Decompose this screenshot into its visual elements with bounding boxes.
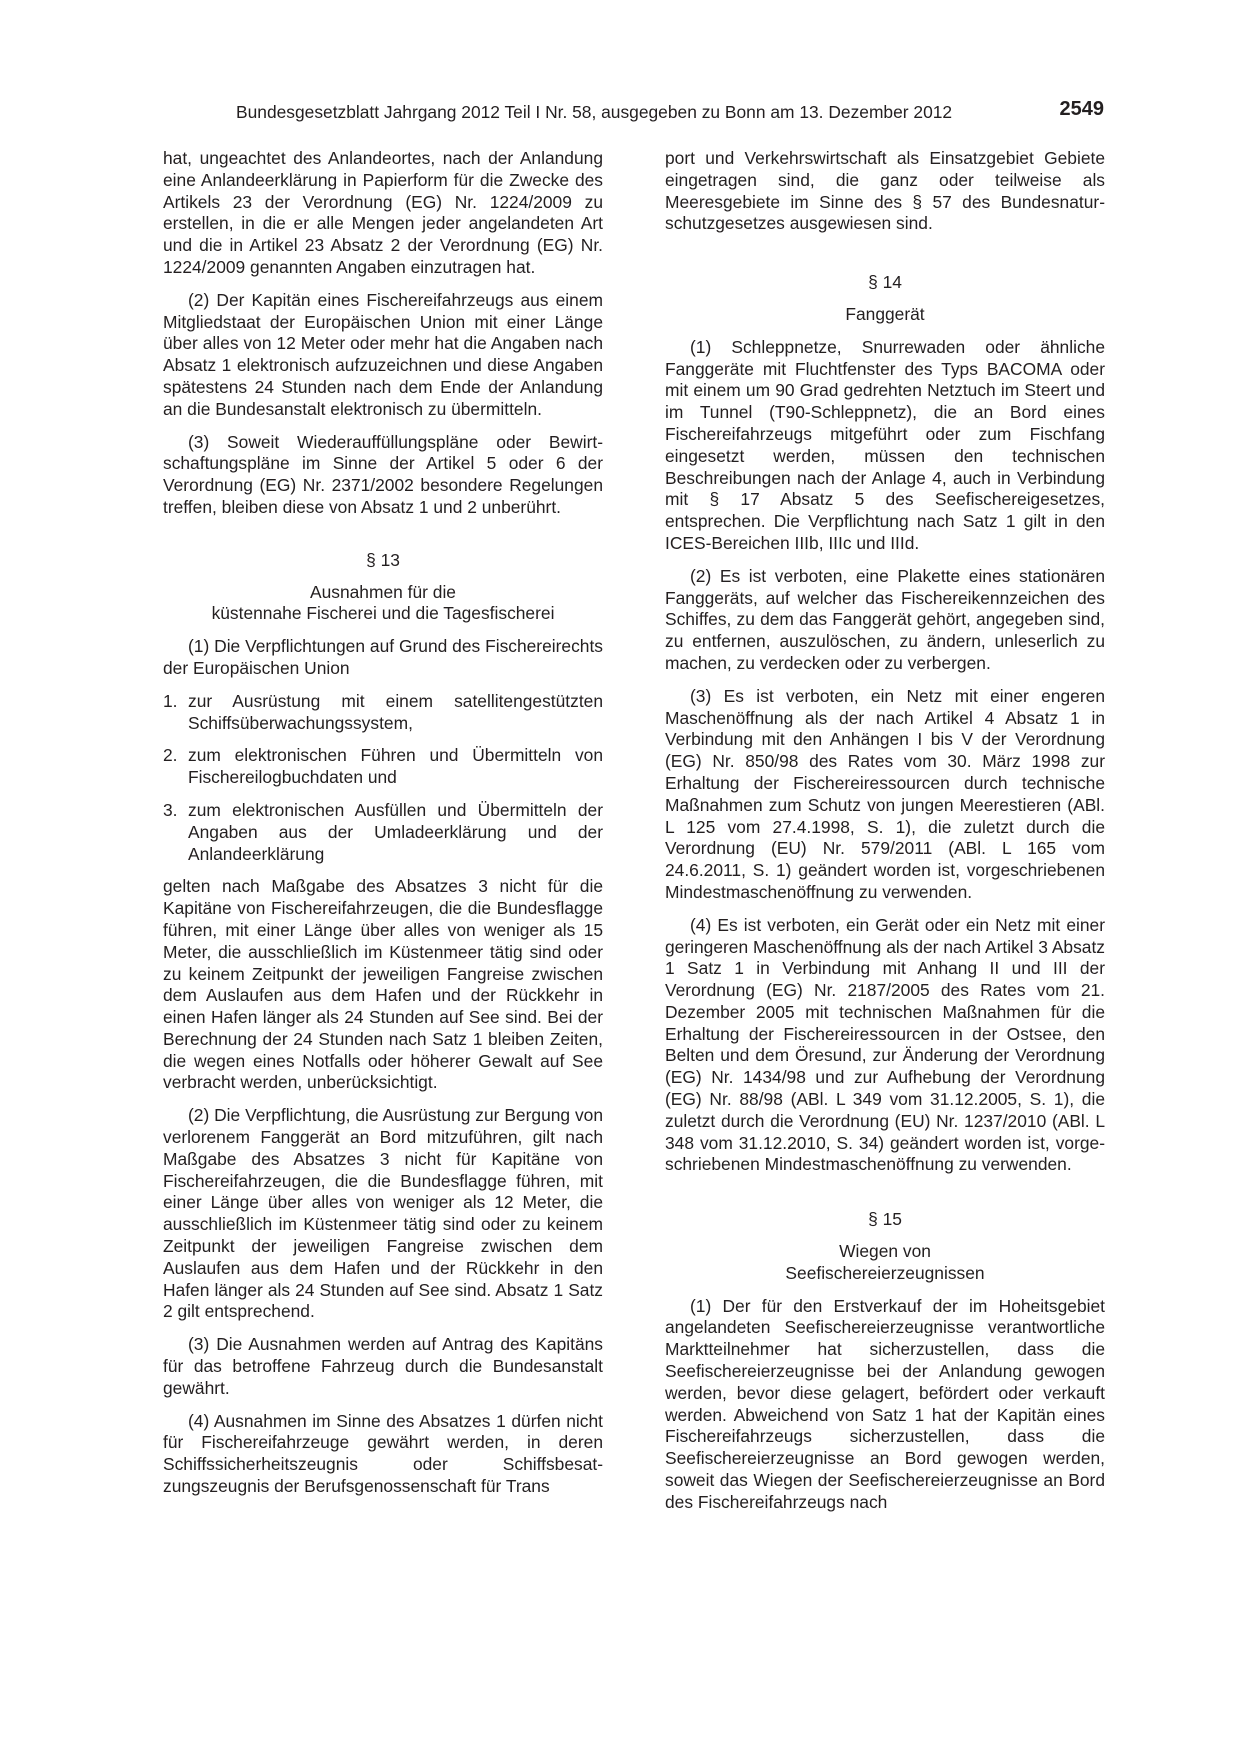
section-number: § 14 — [868, 272, 902, 293]
section-title-line: Ausnahmen für die — [310, 581, 456, 602]
right-column — [665, 148, 1105, 1525]
section-title-line: küstennahe Fischerei und die Tagesfischerei — [211, 603, 555, 624]
section-title-line: Seefischereierzeugnissen — [785, 1262, 985, 1283]
list-item-number: 2. — [163, 745, 178, 766]
paragraph: (3) Die Ausnahmen werden auf Antrag des Kapitäns für das betroffene Fahrzeug durch die Bundesanstalt gewährt. — [163, 1334, 603, 1398]
left-column — [163, 148, 603, 1509]
page-header — [160, 98, 1104, 128]
paragraph: hat, ungeachtet des Anlandeortes, nach der Anlandung eine Anlandeerklärung in Papierform für die Zwecke des Artikels 23 der Verordnung (EG) Nr. 1224/2009 zu erstellen, in die er alle Mengen jeder angelandeten Art und die in Artikel 23 Absatz 2 der Verordnung (EG) Nr. 1224/2009 genannten Angaben einzutragen hat. — [163, 148, 603, 277]
paragraph: (2) Es ist verboten, eine Plakette eines stationären Fanggeräts, auf welcher das Fischereikennzeichen des Schiffes, zu dem das Fanggerät gehört, angegeben sind, zu entfernen, auszulöschen, zu ändern, unleserlich zu machen, zu verdecken oder zu verbergen. — [665, 565, 1105, 673]
paragraph: (3) Soweit Wiederauffüllungspläne oder Bewirtschaftungspläne im Sinne der Artikel 5 oder 6 der Verordnung (EG) Nr. 2371/2002 besondere Regelungen treffen, bleiben diese von Absatz 1 und 2 unberührt. — [163, 431, 603, 517]
page-number: 2549 — [1059, 98, 1104, 120]
running-header: Bundesgesetzblatt Jahrgang 2012 Teil I Nr. 58, ausgegeben zu Bonn am 13. Dezember 2012 — [236, 102, 953, 122]
list-item-text: zum elektronischen Führen und Übermitteln von Fischereilogbuchdaten und — [188, 745, 603, 788]
section-14 — [665, 272, 1105, 1176]
section-number: § 15 — [868, 1209, 902, 1230]
list-item — [163, 800, 603, 865]
section-13 — [163, 550, 603, 1498]
section-title-line: Wiegen von — [839, 1241, 931, 1262]
paragraph: (2) Die Verpflichtung, die Ausrüstung zur Bergung von verlorenem Fanggerät an Bord mitzuführen, gilt nach Maßgabe des Absatzes 3 nicht für Kapitäne von Fischereifahrzeugen, die die Bundesflagge führen, mit einer Länge über alles von weniger als 12 Meter, die ausschließlich im Küstenmeer tätig sind oder zu keinem Zeitpunkt der jeweiligen Fangreise zwischen dem Auslaufen aus dem Hafen und der Rückkehr in den Hafen länger als 24 Stunden auf See sind. Absatz 1 Satz 2 gilt entsprechend. — [163, 1105, 603, 1322]
paragraph: (4) Ausnahmen im Sinne des Absatzes 1 dürfen nicht für Fischereifahrzeuge gewährt werden, in deren Schiffssicherheitszeugnis oder Schiffsbesatzungszeugnis der Berufsgenossenschaft für Trans — [163, 1410, 603, 1497]
paragraph: (1) Schleppnetze, Snurrewaden oder ähnliche Fanggeräte mit Fluchtfenster des Typs BACOMA oder mit einem um 90 Grad gedrehten Netztuch im Steert und im Tunnel (T90-Schleppnetz), die an Bord eines Fischereifahrzeugs mitgeführt oder zum Fischfang eingesetzt werden, müssen den technischen Beschreibungen nach der Anlage 4, auch in Verbindung mit § 17 Absatz 5 des Seefischereigesetzes, entsprechen. Die Verpflichtung nach Satz 1 gilt in den ICES-Bereichen IIIb, IIIc und IIId. — [665, 336, 1105, 553]
paragraph: (1) Der für den Erstverkauf der im Hoheitsgebiet angelandeten Seefischereierzeugnisse verantwortliche Marktteilnehmer hat sicherzustellen, dass die Seefischereierzeugnisse bei der Anlandung gewogen werden, bevor diese gelagert, befördert oder verkauft werden. Abweichend von Satz 1 hat der Kapitän eines Fischereifahrzeugs sicherzustellen, dass die Seefischereierzeugnisse an Bord gewogen werden, soweit das Wiegen der Seefischereierzeugnisse an Bord des Fischereifahrzeugs nach — [665, 1295, 1105, 1512]
paragraph: (3) Es ist verboten, ein Netz mit einer engeren Maschenöffnung als der nach Artikel 4 Absatz 1 in Verbindung mit den Anhängen I bis V der Verordnung (EG) Nr. 850/98 des Rates vom 30. März 1998 zur Erhaltung der Fischereiressourcen durch technische Maßnahmen zum Schutz von jungen Meerestieren (ABl. L 125 vom 27.4.1998, S. 1), die zuletzt durch die Verordnung (EU) Nr. 579/2011 (ABl. L 165 vom 24.6.2011, S. 1) geändert worden ist, vorgeschriebenen Mindestmaschenöffnung zu verwenden. — [665, 685, 1105, 902]
section-number: § 13 — [366, 549, 400, 570]
section-title — [665, 1241, 1105, 1285]
list-item — [163, 691, 603, 735]
list-item — [163, 745, 603, 789]
enumeration-list — [163, 691, 603, 866]
paragraph: port und Verkehrswirtschaft als Einsatzgebiet Gebiete eingetragen sind, die ganz oder teilweise als Meeresgebiete im Sinne des § 57 des Bundesnaturschutzgesetzes ausgewiesen sind. — [665, 148, 1105, 234]
paragraph: (1) Die Verpflichtungen auf Grund des Fischereirechts der Europäischen Union — [163, 636, 603, 678]
paragraph: gelten nach Maßgabe des Absatzes 3 nicht für die Kapitäne von Fischereifahrzeugen, die die Bundesflagge führen, mit einer Länge über alles von weniger als 15 Meter, die ausschließlich im Küstenmeer tätig sind oder zu keinem Zeitpunkt der jeweiligen Fangreise zwischen dem Auslaufen aus dem Hafen und der Rückkehr in einen Hafen länger als 24 Stunden auf See sind. Bei der Berechnung der 24 Stunden nach Satz 1 bleiben Zeiten, die wegen eines Notfalls oder höherer Gewalt auf See verbracht werden, unberücksichtigt. — [163, 876, 603, 1093]
list-item-text: zum elektronischen Ausfüllen und Übermitteln der Angaben aus der Umladeerklärung und der Anlandeerklärung — [188, 799, 603, 864]
paragraph: (2) Der Kapitän eines Fischereifahrzeugs aus einem Mitgliedstaat der Europäischen Union mit einer Länge über alles von 12 Meter oder mehr hat die Angaben nach Absatz 1 elektronisch aufzuzeichnen und diese Angaben spätestens 24 Stunden nach dem Ende der Anlandung an die Bundesanstalt elektronisch zu übermitteln. — [163, 289, 603, 419]
section-15 — [665, 1209, 1105, 1513]
list-item-number: 3. — [163, 799, 178, 820]
paragraph: (4) Es ist verboten, ein Gerät oder ein Netz mit einer geringeren Maschenöffnung als der nach Artikel 3 Absatz 1 Satz 1 in Verbindung mit Anhang II und III der Verordnung (EG) Nr. 2187/2005 des Rates vom 21. Dezember 2005 mit technischen Maßnahmen für die Erhaltung der Fischereiressourcen in der Ostsee, den Belten und dem Öresund, zur Änderung der Verordnung (EG) Nr. 1434/98 und zur Aufhebung der Verordnung (EG) Nr. 88/98 (ABl. L 349 vom 31.12.2005, S. 1), die zuletzt durch die Verordnung (EU) Nr. 1237/2010 (ABl. L 348 vom 31.12.2010, S. 34) geändert worden ist, vorgeschriebenen Mindestmaschenöffnung zu verwenden. — [665, 914, 1105, 1175]
section-title — [163, 582, 603, 626]
list-item-text: zur Ausrüstung mit einem satellitengestützten Schiffsüberwachungssystem, — [188, 690, 603, 733]
list-item-number: 1. — [163, 690, 178, 711]
section-title: Fanggerät — [845, 303, 925, 324]
